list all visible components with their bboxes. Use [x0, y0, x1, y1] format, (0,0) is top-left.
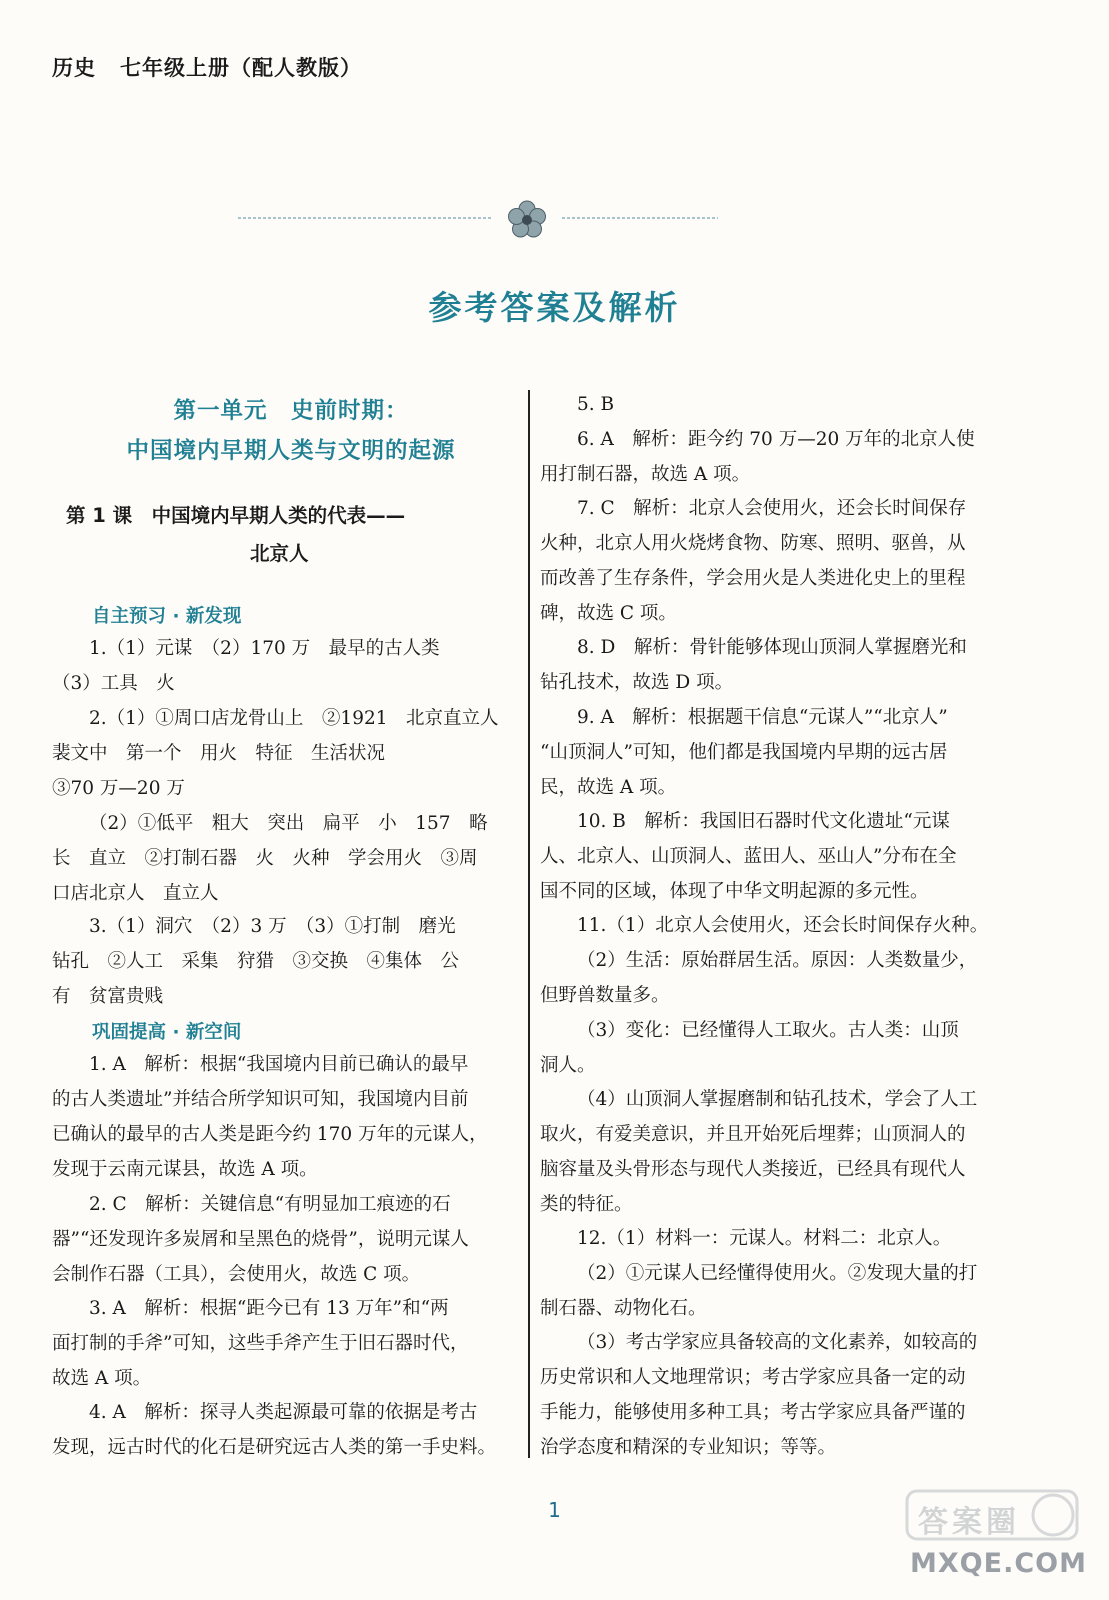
running-header — [52, 52, 362, 82]
text-line: 6. A 解析：距今约 70 万—20 万年的北京人使 — [577, 429, 975, 450]
text-line: 1.（1）元谋 （2）170 万 最早的古人类 — [89, 638, 440, 659]
flower-icon — [509, 201, 546, 237]
text-line: 但野兽数量多。 — [540, 985, 670, 1006]
text-line: 7. C 解析：北京人会使用火，还会长时间保存 — [577, 498, 967, 519]
watermark-url: MXQE.COM — [910, 1548, 1087, 1579]
text-line: 碑，故选 C 项。 — [540, 603, 677, 624]
text-line: 4. A 解析：探寻人类起源最可靠的依据是考古 — [89, 1402, 478, 1423]
text-line: 会制作石器（工具），会使用火，故选 C 项。 — [52, 1264, 421, 1285]
text-line: “山顶洞人”可知，他们都是我国境内早期的远古居 — [540, 742, 948, 763]
text-line: ③70 万—20 万 — [52, 778, 185, 799]
text-line: 发现于云南元谋县，故选 A 项。 — [52, 1159, 318, 1180]
watermark-text: 答案圈 — [918, 1505, 1020, 1540]
text-line: 有 贫富贵贱 — [52, 986, 164, 1007]
text-line: 已确认的最早的古人类是距今约 170 万年的元谋人， — [52, 1124, 488, 1145]
text-line: 2. C 解析：关键信息“有明显加工痕迹的石 — [89, 1194, 451, 1215]
header-subject: 历史 — [52, 55, 96, 80]
text-line: 9. A 解析：根据题干信息“元谋人”“北京人” — [577, 707, 948, 728]
text-line: 历史常识和人文地理常识；考古学家应具备一定的动 — [540, 1367, 966, 1388]
section-consolidate: 巩固提高 · 新空间 — [92, 1022, 242, 1043]
lesson-title-line-2: 北京人 — [250, 542, 309, 565]
text-line: 脑容量及头骨形态与现代人类接近，已经具有现代人 — [540, 1159, 966, 1180]
text-line: 3.（1）洞穴 （2）3 万 （3）①打制 磨光 — [89, 916, 456, 937]
text-line: 钻孔技术，故选 D 项。 — [540, 672, 734, 693]
text-line: 类的特征。 — [540, 1194, 633, 1215]
text-line: 故选 A 项。 — [52, 1368, 152, 1389]
header-grade: 七年级上册（配人教版） — [120, 55, 362, 80]
text-line: 国不同的区域，体现了中华文明起源的多元性。 — [540, 881, 929, 902]
text-line: 而改善了生存条件，学会用火是人类进化史上的里程 — [540, 568, 966, 589]
text-line: 裴文中 第一个 用火 特征 生活状况 — [52, 743, 386, 764]
text-line: 人、北京人、山顶洞人、蓝田人、巫山人”分布在全 — [540, 846, 957, 867]
unit-title-line-2: 中国境内早期人类与文明的起源 — [126, 438, 456, 464]
text-line: 钻孔 ②人工 采集 狩猎 ③交换 ④集体 公 — [52, 951, 460, 972]
text-line: （2）①低平 粗大 突出 扁平 小 157 略 — [89, 813, 488, 834]
text-line: 制石器、动物化石。 — [540, 1298, 707, 1319]
page-number: 1 — [548, 1498, 561, 1522]
text-line: 用打制石器，故选 A 项。 — [540, 464, 751, 485]
lesson-title-line-1: 第 1 课 中国境内早期人类的代表—— — [66, 504, 406, 527]
text-line: 5. B — [577, 394, 615, 415]
title-ornament — [0, 198, 1109, 248]
text-line: 面打制的手斧”可知，这些手斧产生于旧石器时代， — [52, 1333, 469, 1354]
text-line: （2）生活：原始群居生活。原因：人类数量少， — [577, 950, 978, 971]
column-divider — [528, 390, 530, 1458]
text-line: 8. D 解析：骨针能够体现山顶洞人掌握磨光和 — [577, 637, 967, 658]
text-line: 取火，有爱美意识，并且开始死后埋葬；山顶洞人的 — [540, 1124, 966, 1145]
text-line: 民，故选 A 项。 — [540, 777, 677, 798]
text-line: （3）工具 火 — [52, 673, 175, 694]
page-title: 参考答案及解析 — [428, 288, 681, 327]
text-line: 2.（1）①周口店龙骨山上 ②1921 北京直立人 — [89, 708, 499, 729]
text-line: 发现，远古时代的化石是研究远古人类的第一手史料。 — [52, 1437, 497, 1458]
text-line: （3）考古学家应具备较高的文化素养，如较高的 — [577, 1332, 978, 1353]
text-line: 长 直立 ②打制石器 火 火种 学会用火 ③周 — [52, 848, 478, 869]
text-line: 3. A 解析：根据“距今已有 13 万年”和“两 — [89, 1298, 449, 1319]
text-line: （4）山顶洞人掌握磨制和钻孔技术，学会了人工 — [577, 1089, 978, 1110]
text-line: 手能力，能够使用多种工具；考古学家应具备严谨的 — [540, 1402, 966, 1423]
text-line: 治学态度和精深的专业知识；等等。 — [540, 1437, 837, 1458]
text-line: 的古人类遗址”并结合所学知识可知，我国境内目前 — [52, 1089, 469, 1110]
text-line: （2）①元谋人已经懂得使用火。②发现大量的打 — [577, 1263, 978, 1284]
text-line: 器”“还发现许多炭屑和呈黑色的烧骨”，说明元谋人 — [52, 1229, 469, 1250]
text-line: 11.（1）北京人会使用火，还会长时间保存火种。 — [577, 915, 989, 936]
section-preview: 自主预习 · 新发现 — [92, 606, 242, 627]
text-line: 火种，北京人用火烧烤食物、防寒、照明、驱兽，从 — [540, 533, 966, 554]
text-line: 10. B 解析：我国旧石器时代文化遗址“元谋 — [577, 811, 950, 832]
text-line: 洞人。 — [540, 1055, 596, 1076]
text-line: （3）变化：已经懂得人工取火。古人类：山顶 — [577, 1020, 959, 1041]
text-line: 口店北京人 直立人 — [52, 883, 219, 904]
text-line: 1. A 解析：根据“我国境内目前已确认的最早 — [89, 1054, 469, 1075]
text-line: 12.（1）材料一：元谋人。材料二：北京人。 — [577, 1228, 952, 1249]
unit-title-line-1: 第一单元 史前时期： — [173, 398, 409, 424]
